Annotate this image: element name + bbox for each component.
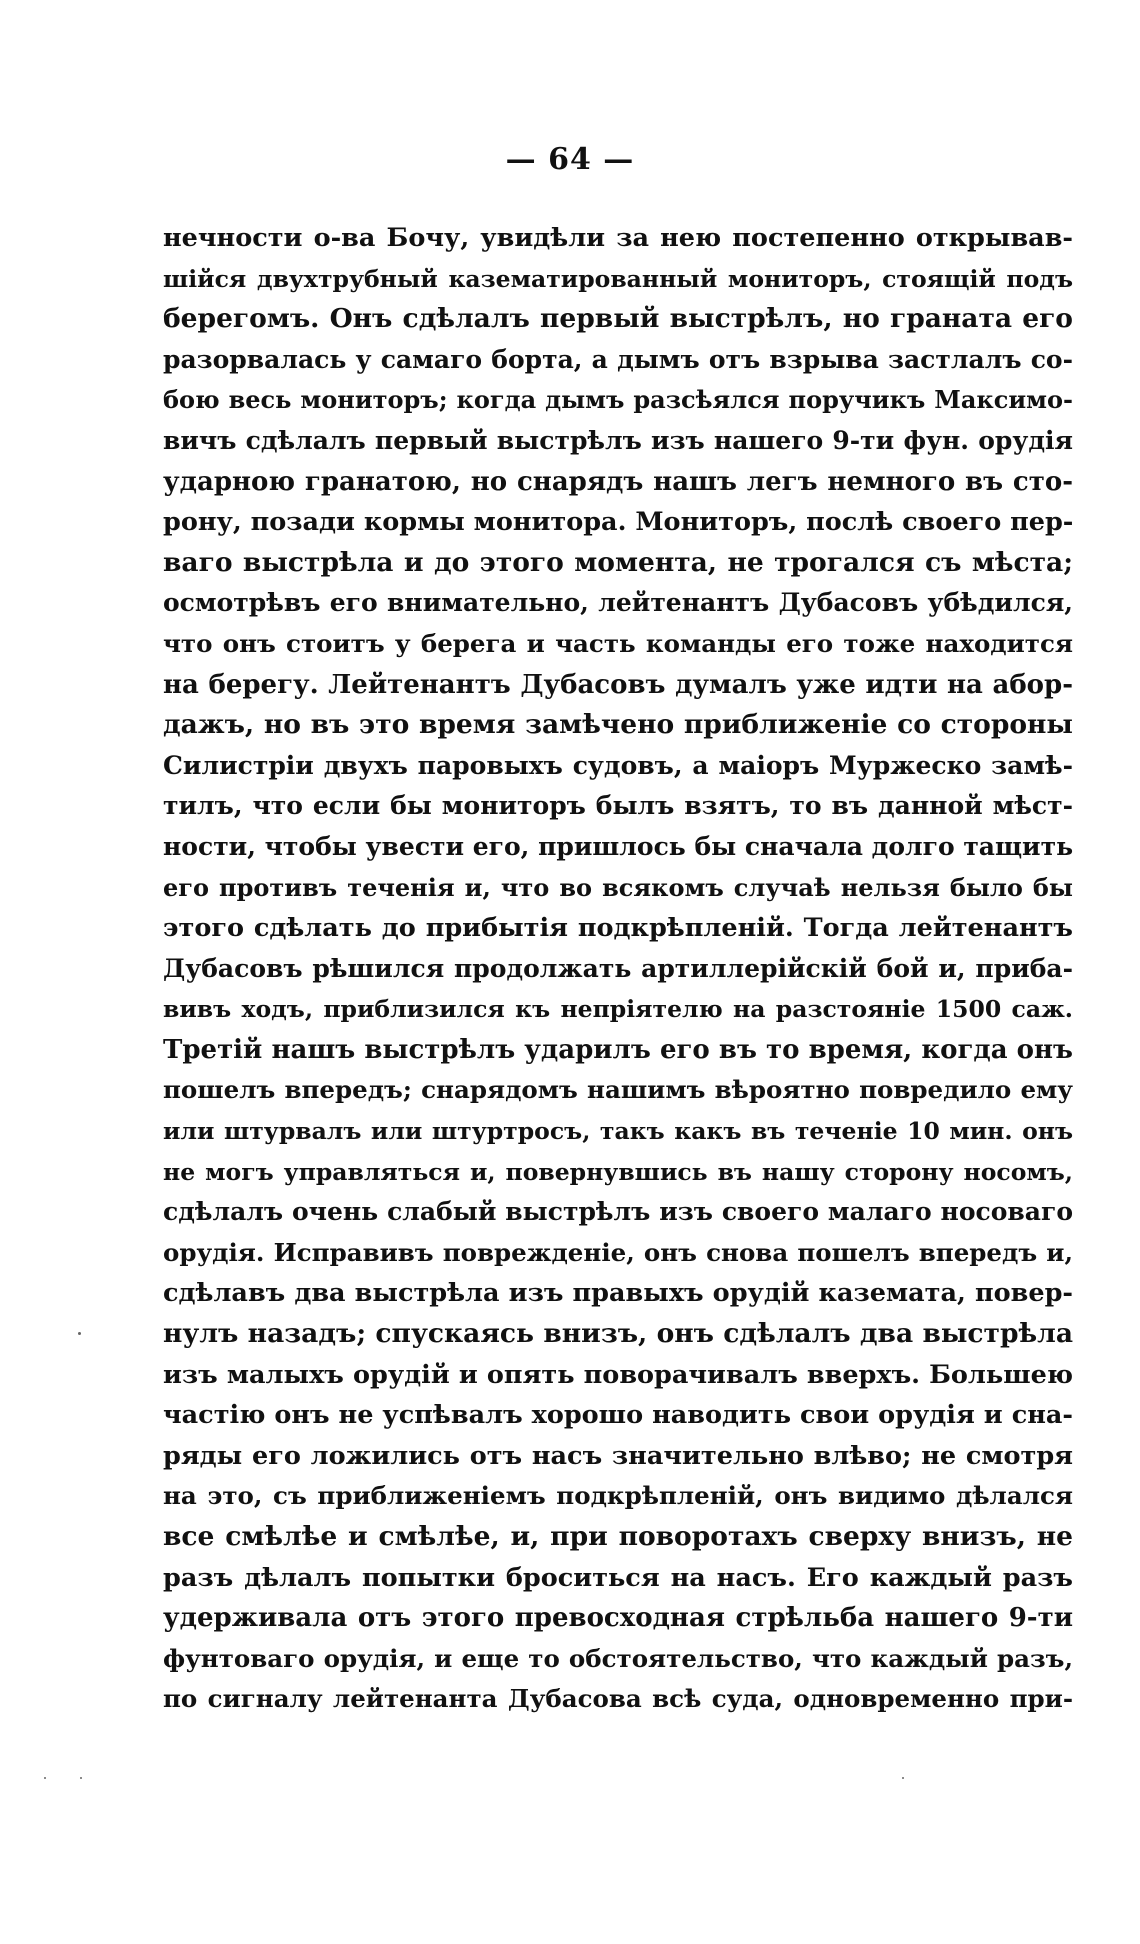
text-line: тилъ, что если бы мониторъ былъ взятъ, то въ данной мѣст-	[163, 791, 1073, 821]
text-line: ности, чтобы увести его, пришлось бы сначала долго тащить	[163, 831, 1073, 861]
text-line: по сигналу лейтенанта Дубасова всѣ суда, одновременно при-	[163, 1684, 1073, 1714]
text-line: берегомъ. Онъ сдѣлалъ первый выстрѣлъ, но граната его	[163, 303, 1073, 335]
text-line: вичъ сдѣлалъ первый выстрѣлъ изъ нашего 9-ти фун. орудія	[163, 425, 1073, 455]
text-line: этого сдѣлать до прибытія подкрѣпленій. Тогда лейтенантъ	[163, 913, 1073, 944]
text-line: фунтоваго орудія, и еще то обстоятельство, что каждый разъ,	[163, 1643, 1073, 1673]
text-line: нечности о-ва Бочу, увидѣли за нею постепенно открывав-	[163, 223, 1073, 253]
text-line: удерживала отъ этого превосходная стрѣльба нашего 9-ти	[163, 1603, 1073, 1634]
body-text	[163, 218, 1073, 1720]
text-line: частію онъ не успѣвалъ хорошо наводить свои орудія и сна-	[163, 1400, 1073, 1431]
scan-speck	[80, 1777, 82, 1779]
text-line: что онъ стоитъ у берега и часть команды его тоже находится	[163, 628, 1073, 658]
text-line: осмотрѣвъ его внимательно, лейтенантъ Дубасовъ убѣдился,	[163, 588, 1073, 618]
text-line: рону, позади кормы монитора. Мониторъ, послѣ своего пер-	[163, 507, 1073, 538]
text-line: сдѣлалъ очень слабый выстрѣлъ изъ своего малаго носоваго	[163, 1197, 1073, 1227]
text-line: на берегу. Лейтенантъ Дубасовъ думалъ уже идти на абор-	[163, 669, 1073, 700]
text-line: изъ малыхъ орудій и опять поворачивалъ вверхъ. Большею	[163, 1359, 1073, 1390]
text-line: Силистріи двухъ паровыхъ судовъ, а маіоръ Муржеско замѣ-	[163, 750, 1073, 780]
text-line: ваго выстрѣла и до этого момента, не трогался съ мѣста;	[163, 546, 1073, 578]
text-line: разъ дѣлалъ попытки броситься на насъ. Его каждый разъ	[163, 1562, 1073, 1593]
text-line: нулъ назадъ; спускаясь внизъ, онъ сдѣлалъ два выстрѣла	[163, 1318, 1073, 1350]
text-line: пошелъ впередъ; снарядомъ нашимъ вѣроятно повредило ему	[163, 1075, 1073, 1105]
text-line: на это, съ приближеніемъ подкрѣпленій, онъ видимо дѣлался	[163, 1481, 1073, 1511]
text-line: вивъ ходъ, приблизился къ непріятелю на разстояніе 1500 саж.	[163, 995, 1073, 1024]
text-line: не могъ управляться и, повернувшись въ нашу сторону носомъ,	[163, 1157, 1073, 1186]
text-line: его противъ теченія и, что во всякомъ случаѣ нельзя было бы	[163, 872, 1073, 902]
scan-speck	[44, 1777, 46, 1779]
text-line: ряды его ложились отъ насъ значительно влѣво; не смотря	[163, 1440, 1073, 1471]
text-line: дажъ, но въ это время замѣчено приближеніе со стороны	[163, 709, 1073, 741]
text-line: разорвалась у самаго борта, а дымъ отъ взрыва застлалъ со-	[163, 344, 1073, 374]
page-number: — 64 —	[505, 142, 635, 177]
text-line: ударною гранатою, но снарядъ нашъ легъ немного въ сто-	[163, 466, 1073, 497]
text-line: Третій нашъ выстрѣлъ ударилъ его въ то время, когда онъ	[163, 1034, 1073, 1065]
text-line: орудія. Исправивъ поврежденіе, онъ снова пошелъ впередъ и,	[163, 1237, 1073, 1267]
scan-speck	[78, 1332, 81, 1335]
text-line: Дубасовъ рѣшился продолжать артиллерійскій бой и, приба-	[163, 953, 1073, 983]
text-line: бою весь мониторъ; когда дымъ разсѣялся поручикъ Максимо-	[163, 385, 1073, 415]
text-line: сдѣлавъ два выстрѣла изъ правыхъ орудій каземата, повер-	[163, 1278, 1073, 1309]
text-line: все смѣлѣе и смѣлѣе, и, при поворотахъ сверху внизъ, не	[163, 1521, 1073, 1552]
text-line: шійся двухтрубный казематированный мониторъ, стоящій подъ	[163, 264, 1073, 293]
scan-speck	[902, 1777, 904, 1779]
text-line: или штурвалъ или штуртросъ, такъ какъ въ теченіе 10 мин. онъ	[163, 1117, 1073, 1146]
